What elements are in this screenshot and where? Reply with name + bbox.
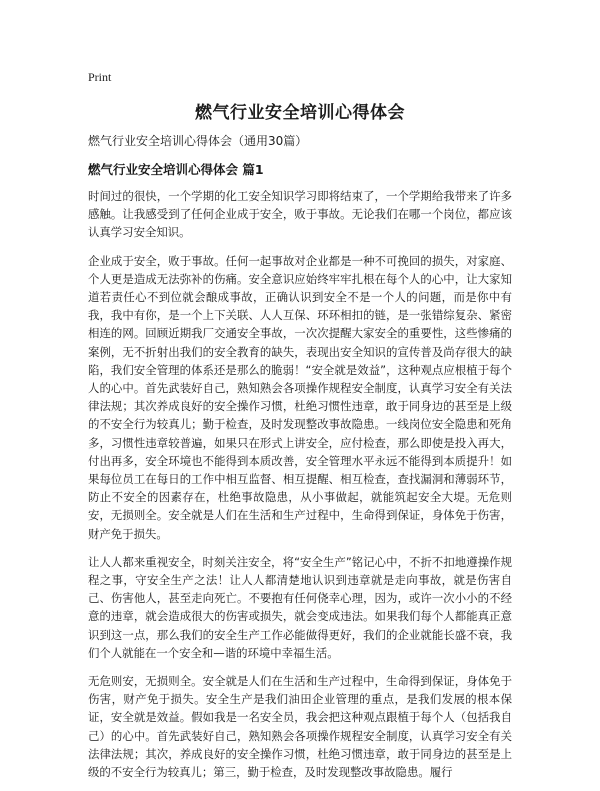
paragraph: 无危则安，无损则全。安全就是人们在生活和生产过程中，生命得到保证，身体免于伤害，财产免于损失。安全生产是我们油田企业管理的重点，是我们发展的根本保证，安全就是效益。假如我是一名安全员，我会把这种观点跟植于每个人（包括我自己）的心中。首先武装好自己，熟知熟会各项操作规程安全制度，认真学习安全有关法律法规；其次，养成良好的安全操作习惯，杜绝习惯违章，敢于同身边的甚至是上级的不安全行为较真儿；第三，勤于检查，及时发现整改事故隐患。履行 [88, 674, 512, 780]
paragraph: 让人人都来重视安全，时刻关注安全，将“安全生产”铭记心中，不折不扣地遵操作规程之事，守安全生产之法！让人人都清楚地认识到违章就是走向事故，就是伤害自己、伤害他人，甚至走向死亡。不要抱有任何侥幸心理，因为，或许一次小小的不经意的违章，就会造成很大的伤害或损失，就会变成违法。如果我们每个人都能真正意识到这一点，那么我们的安全生产工作必能做得更好，我们的企业就能长盛不衰，我们个人就能在一个安全和—谐的环境中幸福生活。 [88, 554, 512, 660]
print-link[interactable]: Print [88, 70, 112, 84]
document-title: 燃气行业安全培训心得体会 [195, 103, 405, 123]
document-subtitle: 燃气行业安全培训心得体会（通用30篇） [88, 134, 308, 148]
paragraph: 时间过的很快，一个学期的化工安全知识学习即将结束了，一个学期给我带来了许多感触。让我感受到了任何企业成于安全，败于事故。无论我们在哪一个岗位，都应该认真学习安全知识。 [88, 189, 512, 240]
section-heading: 燃气行业安全培训心得体会 篇1 [88, 162, 264, 177]
article-body [88, 187, 512, 791]
paragraph: 企业成于安全，败于事故。任何一起事故对企业都是一种不可挽回的损失，对家庭、个人更是造成无法弥补的伤痛。安全意识应始终牢牢扎根在每个人的心中，让大家知道若责任心不到位就会酿成事故，正确认识到安全不是一个人的问题，而是你中有我，我中有你，是一个上下关联、人人互保、环环相扣的链，是一张错综复杂、紧密相连的网。回顾近期我厂交通安全事故，一次次提醒大家安全的重要性，这些惨痛的案例，无不折射出我们的安全教育的缺失，表现出安全知识的宣传普及尚存很大的缺陷，我们安全管理的体系还是那么的脆弱！“安全就是效益”，这种观点应根植于每个人的心中。首先武装好自己，熟知熟会各项操作规程安全制度，认真学习安全有关法律法规；其次养成良好的安全操作习惯，杜绝习惯性违章，敢于同身边的甚至是上级的不安全行为较真儿；勤于检查，及时发现整改事故隐患。一线岗位安全隐患和死角多，习惯性违章较普遍，如果只在形式上讲安全，应付检查，那么即使是投入再大，付出再多，安全环境也不能得到本质改善，安全管理水平永远不能得到本质提升！如果每位员工在每日的工作中相互监督、相互提醒、相互检查，查找漏洞和薄弱环节，防止不安全的因素存在，杜绝事故隐患，从小事做起，就能筑起安全大堤。无危则安，无损则全。安全就是人们在生活和生产过程中，生命得到保证，身体免于伤害，财产免于损失。 [88, 253, 512, 541]
